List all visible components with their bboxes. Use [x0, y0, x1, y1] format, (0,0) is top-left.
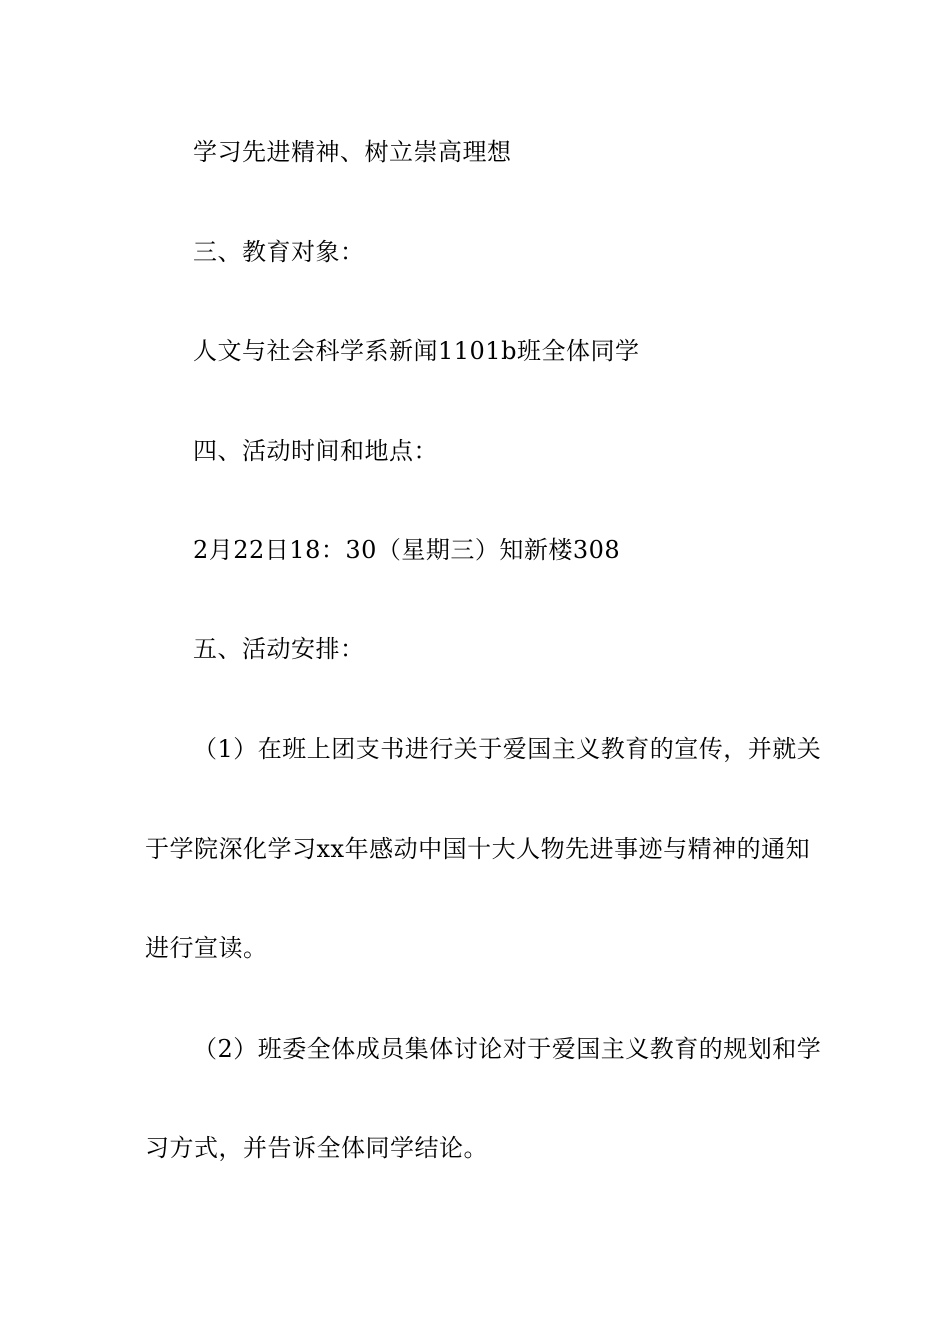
- arrangement-item-1-line-3: 进行宣读。: [145, 934, 268, 962]
- time-place-text: 2月22日18：30（星期三）知新楼308: [193, 536, 621, 564]
- section-heading-arrangement: 五、活动安排：: [193, 635, 365, 663]
- section-heading-time-place: 四、活动时间和地点：: [193, 437, 438, 465]
- arrangement-item-2-line-2: 习方式，并告诉全体同学结论。: [145, 1134, 488, 1162]
- arrangement-item-2-line-1: （2）班委全体成员集体讨论对于爱国主义教育的规划和学: [193, 1035, 822, 1063]
- arrangement-item-1-line-2: 于学院深化学习xx年感动中国十大人物先进事迹与精神的通知: [145, 835, 811, 863]
- theme-text: 学习先进精神、树立崇高理想: [193, 138, 512, 166]
- section-heading-education-target: 三、教育对象：: [193, 238, 365, 266]
- education-target-text: 人文与社会科学系新闻1101b班全体同学: [193, 337, 640, 365]
- arrangement-item-1-line-1: （1）在班上团支书进行关于爱国主义教育的宣传，并就关: [193, 735, 822, 763]
